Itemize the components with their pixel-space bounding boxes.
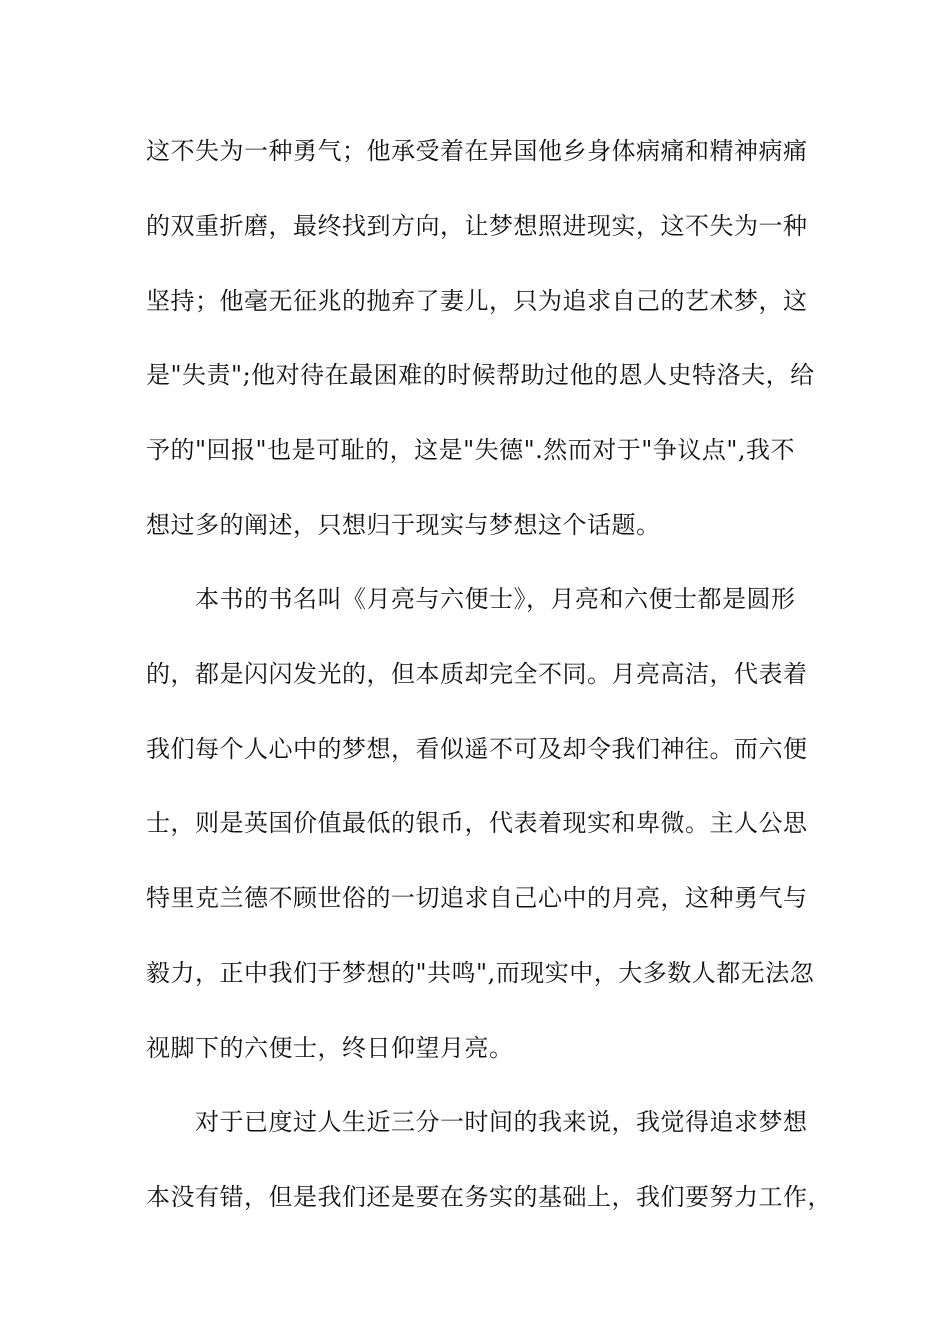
text-line: 本没有错，但是我们还是要在务实的基础上，我们要努力工作， [146, 1183, 832, 1211]
text-line: 想过多的阐述，只想归于现实与梦想这个话题。 [146, 511, 661, 539]
text-line: 这不失为一种勇气；他承受着在异国他乡身体病痛和精神病痛 [146, 137, 808, 165]
text-line: 的双重折磨，最终找到方向，让梦想照进现实，这不失为一种 [146, 212, 808, 240]
text-line: 的，都是闪闪发光的，但本质却完全不同。月亮高洁，代表着 [146, 660, 808, 688]
text-line: 是"失责";他对待在最困难的时候帮助过他的恩人史特洛夫，给 [146, 361, 815, 389]
text-line: 对于已度过人生近三分一时间的我来说，我觉得追求梦想 [146, 1108, 808, 1136]
text-line: 我们每个人心中的梦想，看似遥不可及却令我们神往。而六便 [146, 735, 808, 763]
text-line: 士，则是英国价值最低的银币，代表着现实和卑微。主人公思 [146, 809, 808, 837]
text-line: 毅力，正中我们于梦想的"共鸣",而现实中，大多数人都无法忽 [146, 959, 815, 987]
text-line: 坚持；他毫无征兆的抛弃了妻儿，只为追求自己的艺术梦，这 [146, 287, 808, 315]
text-line: 视脚下的六便士，终日仰望月亮。 [146, 1034, 514, 1062]
text-line: 本书的书名叫《月亮与六便士》，月亮和六便士都是圆形 [146, 585, 796, 613]
text-line: 特里克兰德不顾世俗的一切追求自己心中的月亮，这种勇气与 [146, 884, 808, 912]
text-line: 予的"回报"也是可耻的，这是"失德".然而对于"争议点",我不 [146, 436, 795, 464]
